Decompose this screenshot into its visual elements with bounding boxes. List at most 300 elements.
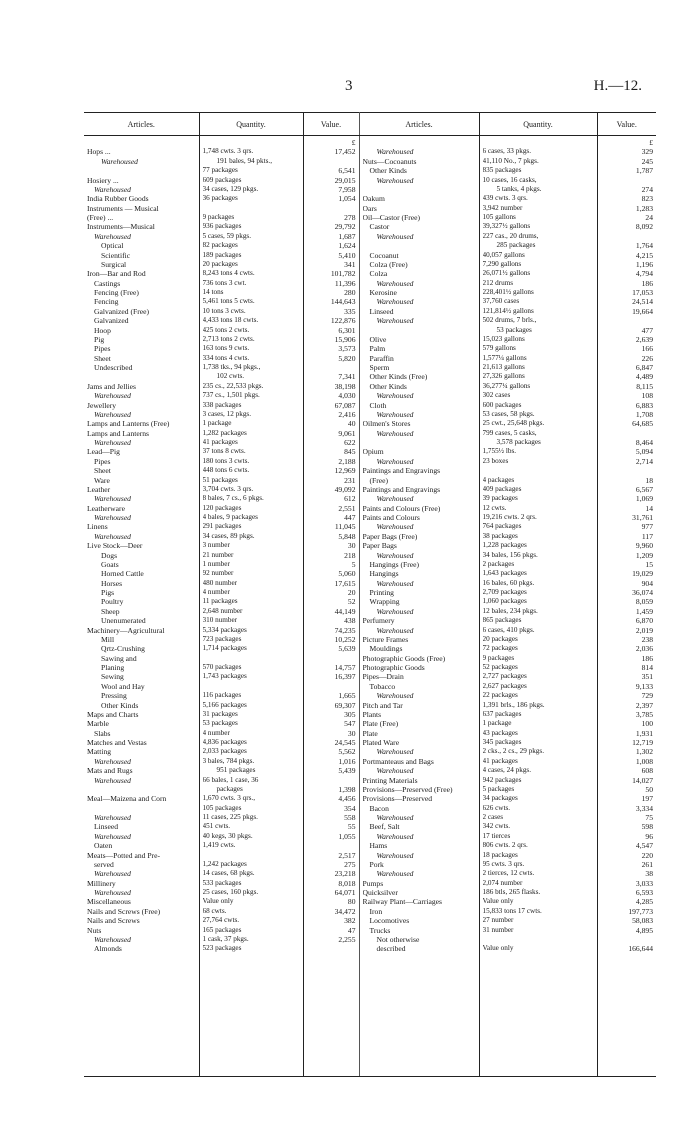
table-cell: 3 number <box>202 541 230 550</box>
table-cell: Linens <box>87 522 108 532</box>
table-cell: 7,290 gallons <box>482 259 522 268</box>
table-cell: Fencing <box>94 297 119 307</box>
table-cell: 74,235 <box>334 625 356 635</box>
table-cell: 41 packages <box>482 756 518 765</box>
table-cell: Opium <box>362 447 384 457</box>
table-cell: 31 number <box>482 925 514 934</box>
table-cell: 9 packages <box>202 213 235 221</box>
table-cell: 47 <box>347 925 356 935</box>
table-cell: Warehoused <box>376 606 414 616</box>
table-cell: 5 cases, 59 pkgs. <box>202 231 252 240</box>
table-cell: Colza <box>369 269 388 279</box>
table-cell: 11,396 <box>334 278 356 288</box>
table-cell: 41,110 No., 7 pkgs. <box>482 156 539 165</box>
table-cell: 30 <box>347 541 356 551</box>
table-cell <box>307 363 356 372</box>
table-cell: 5 packages <box>482 784 515 793</box>
table-cell: 1,419 cwts. <box>202 841 236 850</box>
table-cell: 8,243 tons 4 cwts. <box>202 269 255 278</box>
table-cell: 6,847 <box>635 363 653 372</box>
table-cell: Fencing (Free) <box>94 288 139 297</box>
table-cell: Warehoused <box>94 184 131 194</box>
table-cell: 6,567 <box>635 484 653 494</box>
table-cell: Pumps <box>362 878 384 888</box>
table-cell: 2,019 <box>635 625 653 635</box>
table-cell: 105 packages <box>202 803 242 812</box>
table-cell: Mill <box>101 634 115 644</box>
table-cell: 1,687 <box>338 231 356 241</box>
table-cell: 8,115 <box>636 381 653 391</box>
table-cell: Cloth <box>369 400 387 410</box>
table-cell: Warehoused <box>94 391 131 401</box>
table-cell: 14 cases, 68 pkgs. <box>202 869 255 878</box>
table-cell: Beef, Salt <box>369 822 400 832</box>
table-cell: 14 <box>645 503 653 513</box>
table-cell: 341 <box>344 259 356 269</box>
table-cell: 15,023 gallons <box>482 334 525 343</box>
table-cell: 1,302 <box>635 747 653 757</box>
table-cell: 1,283 <box>635 203 653 213</box>
table-cell: Warehoused <box>94 831 131 841</box>
table-cell: 9,061 <box>338 428 356 438</box>
table-cell: 1,931 <box>635 728 653 738</box>
table-cell: 44,149 <box>334 606 356 616</box>
table-cell: 49,092 <box>334 484 356 494</box>
table-cell: Colza (Free) <box>369 259 408 269</box>
table-cell: India Rubber Goods <box>87 194 149 204</box>
table-cell: 102 cwts. <box>216 372 245 381</box>
table-cell: 608 <box>641 766 653 776</box>
table-cell: 977 <box>641 522 653 532</box>
table-cell: Jams and Jellies <box>87 381 136 391</box>
header-quantity-right: Quantity. <box>479 113 597 136</box>
table-cell: 50 <box>645 784 653 794</box>
table-cell: 2 tierces, 12 cwts. <box>482 869 535 878</box>
table-cell: 1,743 packages <box>202 672 247 681</box>
table-cell: 166 <box>641 344 653 354</box>
table-cell: Nuts <box>87 925 102 935</box>
table-cell: 5,848 <box>338 531 356 541</box>
table-cell: Galvanized <box>94 316 129 326</box>
table-cell: 1,738 tks., 94 pkgs., <box>202 363 261 371</box>
table-cell: 1,643 packages <box>482 569 527 578</box>
table-cell: 1 package <box>482 719 512 728</box>
table-cell: (Free) ... <box>87 213 114 222</box>
table-cell: 2,416 <box>338 409 356 419</box>
table-cell <box>601 466 654 475</box>
table-cell: Warehoused <box>376 297 414 307</box>
table-cell <box>601 429 654 438</box>
table-cell: 144,643 <box>330 297 356 307</box>
table-cell: 231 <box>344 475 356 485</box>
value-column-right <box>597 136 656 1077</box>
table-cell: 382 <box>344 916 356 926</box>
table-cell: Slabs <box>94 728 111 738</box>
table-cell: 4 packages <box>482 475 515 484</box>
table-cell: Plate (Free) <box>362 719 399 729</box>
table-cell: 477 <box>641 325 653 335</box>
table-cell: 4 number <box>202 588 230 596</box>
table-cell: Warehoused <box>94 494 131 504</box>
table-cell: 117 <box>641 531 653 541</box>
table-cell: 27 number <box>482 916 514 925</box>
table-cell: Scientific <box>101 250 131 260</box>
table-cell: Railway Plant—Carriages <box>362 897 443 907</box>
table-cell: 447 <box>344 513 356 522</box>
header-row <box>84 113 656 136</box>
table-cell: 166,644 <box>628 944 653 954</box>
table-cell: 354 <box>344 803 356 813</box>
table-cell: 570 packages <box>202 663 242 671</box>
table-cell: Linseed <box>369 306 394 316</box>
table-cell: 5,166 packages <box>202 700 247 709</box>
table-cell: 799 cases, 5 casks, <box>482 428 537 437</box>
table-cell: 34 bales, 156 pkgs. <box>482 550 538 559</box>
table-cell: 8,092 <box>635 222 653 232</box>
table-cell: Printing Materials <box>362 775 418 785</box>
table-cell: 6,301 <box>338 325 356 335</box>
table-cell: 19,216 cwts. 2 qrs. <box>482 513 537 521</box>
table-cell: 27,764 cwts. <box>202 916 240 925</box>
document-reference: H.—12. <box>593 78 642 94</box>
table-cell: 75 <box>645 813 653 822</box>
table-cell: 3,785 <box>635 709 653 719</box>
table-cell: Matting <box>87 747 112 757</box>
table-cell: Warehoused <box>94 513 131 522</box>
table-cell: 5,439 <box>338 766 356 776</box>
value-column-left <box>303 136 359 1077</box>
table-cell: Lamps and Lanterns <box>87 428 149 438</box>
table-cell: 191 bales, 94 pkts., <box>216 156 272 165</box>
table-cell: Hangings (Free) <box>369 559 420 569</box>
table-cell <box>203 138 300 147</box>
table-cell: 16,397 <box>334 672 356 682</box>
header-articles-left: Articles. <box>84 113 199 136</box>
table-cell <box>363 185 476 194</box>
table-cell: 11 packages <box>202 597 238 606</box>
table-cell: Warehoused <box>94 813 131 822</box>
table-cell: 228,401½ gallons <box>482 288 534 296</box>
table-cell: 38 packages <box>482 531 518 540</box>
table-cell: Warehoused <box>376 175 414 185</box>
table-cell: 4,895 <box>635 925 653 935</box>
table-cell: Photographic Goods <box>362 663 425 672</box>
table-cell <box>363 241 476 250</box>
table-cell: 186 <box>641 653 653 663</box>
table-cell <box>87 785 196 794</box>
table-cell: Hosiery ... <box>87 175 119 185</box>
table-cell: 1,054 <box>338 194 356 204</box>
table-cell: 68 cwts. <box>202 906 227 915</box>
table-cell: 865 packages <box>482 616 522 625</box>
table-cell: 10 cases, 16 casks, <box>482 175 537 184</box>
table-cell: 53 cases, 58 pkgs. <box>482 409 535 418</box>
table-cell: Sheet <box>94 353 111 363</box>
table-cell: 942 packages <box>482 775 522 784</box>
table-cell: 4,547 <box>635 841 653 851</box>
table-cell: Locomotives <box>369 916 410 926</box>
table-cell: 27,326 gallons <box>482 372 525 381</box>
table-cell: Oakum <box>362 194 385 204</box>
table-cell: 116 packages <box>202 691 242 700</box>
table-cell: Warehoused <box>376 813 414 822</box>
table-cell: 2,639 <box>635 334 653 344</box>
table-cell: 439 cwts. 3 qrs. <box>482 194 528 203</box>
table-cell: Oars <box>362 203 377 213</box>
table-cell: 186 btls, 265 flasks. <box>482 888 541 896</box>
table-cell: 36,074 <box>632 588 653 597</box>
table-cell: 448 tons 6 cwts. <box>202 466 250 475</box>
table-cell: 1,016 <box>338 756 356 766</box>
table-cell: 5,334 packages <box>202 625 247 634</box>
table-cell: 227 cas., 20 drums, <box>482 231 539 240</box>
quantity-column-left <box>199 136 303 1077</box>
table-cell: 17,053 <box>632 288 653 297</box>
table-cell: Instruments—Musical <box>87 222 155 232</box>
table-cell <box>601 176 654 185</box>
table-cell: 936 packages <box>202 222 242 231</box>
table-cell: Other Kinds <box>369 166 407 176</box>
table-cell: 451 cwts. <box>202 822 231 831</box>
table-cell: 1 number <box>202 559 230 568</box>
table-cell: 4,285 <box>635 897 653 907</box>
table-cell: 558 <box>344 813 356 822</box>
table-cell: Hangings <box>369 569 399 579</box>
table-cell: 41 packages <box>202 438 238 446</box>
table-cell: 338 packages <box>202 400 242 409</box>
table-cell: 64,071 <box>334 888 356 897</box>
table-cell: 212 drums <box>482 278 514 287</box>
table-cell: 34 packages <box>482 794 518 803</box>
articles-column-right <box>359 136 479 1077</box>
table-cell: 2,714 <box>635 456 653 466</box>
table-cell: £ <box>351 138 356 147</box>
table-cell: 823 <box>641 194 653 204</box>
table-cell: Unenumerated <box>101 616 146 626</box>
table-cell: Oaten <box>94 841 113 851</box>
table-cell: Quicksilver <box>362 888 398 897</box>
table-cell: Warehoused <box>376 147 414 157</box>
header-articles-right: Articles. <box>359 113 479 136</box>
table-cell: 6,541 <box>338 166 356 176</box>
table-cell: 5 tanks, 4 pkgs. <box>496 184 542 193</box>
table-cell: Paintings and Engravings <box>362 484 441 494</box>
table-cell: 2,517 <box>338 850 356 860</box>
table-cell: packages <box>216 784 243 793</box>
table-cell: 6,593 <box>635 888 653 897</box>
table-cell: Warehoused <box>376 278 414 288</box>
table-cell: 82 packages <box>202 241 238 250</box>
table-cell: £ <box>649 138 653 147</box>
table-cell: 1,714 packages <box>202 644 247 653</box>
table-cell: 2 cases <box>482 813 504 821</box>
table-cell: Leatherware <box>87 503 125 513</box>
table-cell: 2,033 packages <box>202 747 247 756</box>
table-cell: 729 <box>641 691 653 701</box>
table-cell: Matches and Vestas <box>87 738 147 747</box>
table-cell: 43 packages <box>482 728 518 737</box>
table-cell: 180 tons 3 cwts. <box>202 456 250 465</box>
table-cell: Warehoused <box>376 747 414 757</box>
table-cell: Palm <box>369 344 386 354</box>
table-cell: 305 <box>344 709 356 719</box>
table-cell: 121,814½ gallons <box>482 306 534 315</box>
table-cell: 1,008 <box>635 756 653 766</box>
table-cell: 197,773 <box>628 906 653 916</box>
table-cell: 10,252 <box>334 634 356 644</box>
table-cell: Nails and Screws <box>87 916 140 926</box>
table-cell: Warehoused <box>94 409 131 419</box>
table-cell: 1,228 packages <box>482 541 527 550</box>
table-cell: 2,709 packages <box>482 588 527 596</box>
table-cell: 904 <box>641 578 653 588</box>
table-cell: 3 cases, 12 pkgs. <box>202 409 252 418</box>
table-cell: 80 <box>347 897 356 907</box>
table-cell: Marble <box>87 719 109 729</box>
table-cell: 1,282 packages <box>202 428 247 437</box>
table-cell: Paper Bags (Free) <box>362 531 418 541</box>
table-cell: Oilmen's Stores <box>362 419 411 429</box>
table-cell: 579 gallons <box>482 344 516 353</box>
table-cell: 5,820 <box>338 353 356 363</box>
table-cell: 12,719 <box>632 738 653 747</box>
table-cell: 31 packages <box>202 709 238 718</box>
table-cell: 6 cases, 410 pkgs. <box>482 625 535 634</box>
table-cell: 6,870 <box>635 616 653 626</box>
table-cell: Warehoused <box>376 409 414 419</box>
table-cell: 3,704 cwts. 3 qrs. <box>202 484 254 493</box>
table-cell: 637 packages <box>482 709 522 718</box>
table-cell: Iron—Bar and Rod <box>87 269 146 279</box>
table-cell <box>483 138 594 147</box>
table-cell: 480 number <box>202 578 238 587</box>
table-cell: Warehoused <box>94 934 131 944</box>
table-cell: Qrtz-Crushing <box>101 644 145 654</box>
table-cell: Castor <box>369 222 390 232</box>
table-cell: Warehoused <box>376 850 414 860</box>
table-cell: Ware <box>94 475 110 485</box>
table-cell: 34,472 <box>334 906 356 916</box>
table-cell <box>363 438 476 447</box>
table-cell <box>203 204 300 213</box>
table-cell: 96 <box>645 831 653 841</box>
table-cell: Poultry <box>101 597 124 607</box>
table-cell: Warehoused <box>376 494 414 504</box>
table-cell: 21 number <box>202 550 234 559</box>
table-cell: 275 <box>344 859 356 869</box>
table-cell: 39 packages <box>482 494 518 503</box>
table-cell: 22 packages <box>482 691 518 700</box>
table-cell: 24,514 <box>632 297 653 307</box>
table-cell: Sheet <box>94 466 111 476</box>
table-cell: Hoop <box>94 325 111 335</box>
table-cell: 1,577¼ gallons <box>482 353 527 362</box>
table-cell: Sheep <box>101 606 120 616</box>
table-cell: Other Kinds <box>101 700 139 710</box>
table-cell <box>483 935 594 944</box>
table-cell: 598 <box>641 822 653 832</box>
table-cell: 52 <box>347 597 356 607</box>
table-cell: 36,277¼ gallons <box>482 381 531 390</box>
table-cell: 226 <box>641 353 653 363</box>
table-cell: 626 cwts. <box>482 803 511 812</box>
table-cell <box>87 166 196 175</box>
table-cell: 186 <box>641 278 653 288</box>
table-cell: 4,836 packages <box>202 738 247 746</box>
table-cell: Oil—Castor (Free) <box>362 213 421 222</box>
table-cell: 3,942 number <box>482 203 523 212</box>
table-cell: 1,055 <box>338 831 356 841</box>
table-cell: 66 bales, 1 case, 36 <box>202 775 259 784</box>
table-cell: Lead—Pig <box>87 447 120 457</box>
table-cell: 29,792 <box>334 222 356 232</box>
table-cell: 31,761 <box>632 513 653 522</box>
table-cell: Plated Ware <box>362 738 400 747</box>
table-cell: 291 packages <box>202 522 242 531</box>
table-cell: served <box>94 859 114 869</box>
table-cell: 17,452 <box>334 147 356 157</box>
table-cell: Meats—Potted and Pre- <box>87 850 160 860</box>
table-cell: 120 packages <box>202 503 242 512</box>
table-cell: 764 packages <box>482 522 522 531</box>
table-cell: 15,906 <box>334 334 356 344</box>
table-cell: Linseed <box>94 822 119 832</box>
table-cell: Warehoused <box>94 775 131 785</box>
table-cell: 5 <box>351 559 356 569</box>
table-cell: 235 cs., 22,533 pkgs. <box>202 381 264 390</box>
table-cell: Plants <box>362 709 382 719</box>
table-cell: 502 drums, 7 brls., <box>482 316 537 325</box>
table-cell: 1,624 <box>338 241 356 251</box>
table-cell: Wrapping <box>369 597 400 607</box>
table-cell: 2,551 <box>338 503 356 513</box>
table-cell: 2,188 <box>338 456 356 466</box>
table-cell <box>483 466 594 475</box>
table-cell: 1,209 <box>635 550 653 560</box>
table-cell: 285 packages <box>496 241 536 250</box>
table-cell: 8,059 <box>635 597 653 607</box>
table-cell: Warehoused <box>376 522 414 532</box>
table-cell: 37 tons 8 cwts. <box>202 447 246 456</box>
table-cell: 274 <box>641 184 653 194</box>
table-cell: Plate <box>362 728 378 738</box>
table-cell: 1 package <box>202 419 232 428</box>
table-cell: Hams <box>369 841 388 851</box>
table-cell: Value only <box>482 944 514 953</box>
table-cell <box>203 682 300 691</box>
table-cell: Warehoused <box>376 231 414 241</box>
table-cell: Warehoused <box>376 831 414 841</box>
table-cell: Warehoused <box>94 531 131 541</box>
page-number: 3 <box>345 78 353 94</box>
table-cell: 9,133 <box>635 681 653 691</box>
table-cell: 4,433 tons 18 cwts. <box>202 316 259 325</box>
table-cell: Sperm <box>369 363 390 372</box>
table-cell: Kerosine <box>369 288 397 297</box>
header-quantity-left: Quantity. <box>199 113 303 136</box>
table-cell: 12 cwts. <box>482 503 507 512</box>
table-cell: Miscellaneous <box>87 897 131 907</box>
table-cell <box>601 232 654 241</box>
table-cell: 64,685 <box>632 419 653 429</box>
table-cell: 4 cases, 24 pkgs. <box>482 766 532 775</box>
table-cell: 18 packages <box>482 850 518 859</box>
table-cell: 1,459 <box>635 606 653 616</box>
table-cell: 4 bales, 9 packages <box>202 513 258 521</box>
table-cell: 9 packages <box>482 653 515 662</box>
table-cell: 34 cases, 89 pkgs. <box>202 531 255 540</box>
table-cell: Lamps and Lanterns (Free) <box>87 419 170 429</box>
